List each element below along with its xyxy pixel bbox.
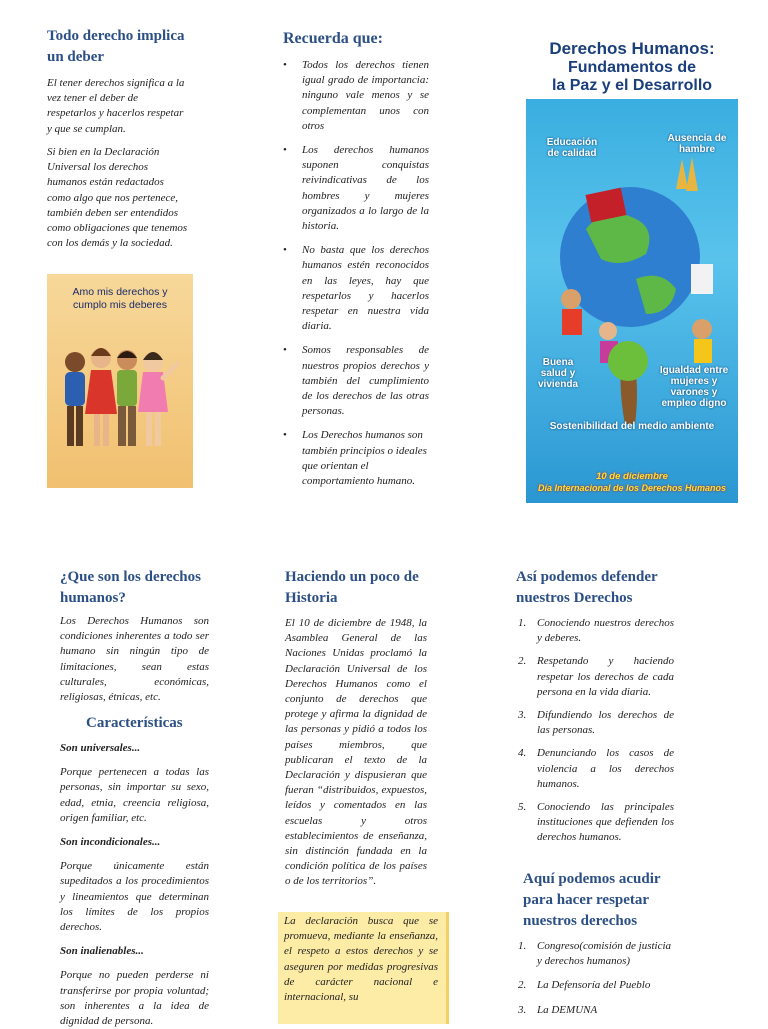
item-text: Conociendo nuestros derechos y deberes.	[537, 617, 674, 645]
illustration-caption: Amo mis derechos y cumplo mis deberes	[72, 286, 168, 311]
item-text: La Defensoría del Pueblo	[537, 979, 651, 992]
caracteristica-text: Porque no pueden perderse ni transferirse por propia voluntad; son inherentes a la idea de dignidad de persona.	[60, 969, 209, 1028]
item-number: 1.	[518, 940, 527, 952]
recuerda-item: • Los Derechos humanos son también principios o ideales que orientan el comportamiento humano.	[282, 428, 429, 489]
item-text: Denunciando los casos de violencia a los derechos humanos.	[537, 747, 674, 790]
defender-item	[518, 800, 674, 846]
item-number: 2.	[518, 655, 527, 668]
item-number: 3.	[518, 709, 527, 722]
item-number: 5.	[518, 801, 527, 814]
acudir-item	[518, 939, 674, 969]
section-title-defender: Así podemos defender nuestros Derechos	[516, 569, 658, 606]
defender-list	[518, 616, 674, 854]
poster-footer-date: 10 de diciembre	[596, 471, 668, 482]
caracteristica-text: Porque pertenecen a todas las personas, sin importar su sexo, edad, etnia, creencia religiosa, origen familiar, etc.	[60, 766, 209, 824]
poster-label-ambiente: Sostenibilidad del medio ambiente	[549, 421, 715, 432]
poster-label-educacion: Educación de calidad	[546, 137, 598, 159]
item-text: Difundiendo los derechos de las personas.	[537, 709, 674, 737]
section-title-recuerda: Recuerda que:	[283, 30, 383, 47]
recuerda-item: • Somos responsables de nuestros propios derechos y también del cumplimiento de los derechos de las otras personas.	[282, 343, 429, 419]
defender-item	[518, 654, 674, 700]
poster-title-line-2: Fundamentos de	[567, 59, 696, 76]
item-number: 1.	[518, 617, 527, 629]
defender-item	[518, 616, 674, 646]
recuerda-item: • No basta que los derechos humanos estén reconocidos en las leyes, hay que respetarlos y hacerlos respetar en nuestra vida diaria.	[282, 243, 429, 334]
item-text: La DEMUNA	[537, 1003, 598, 1016]
children-illustration	[47, 274, 193, 488]
que-son-intro: Los Derechos Humanos son condiciones inherentes a todo ser humano sin ningún tipo de limitaciones, sean estas culturales, económicas, religiosas, étnicas, etc.	[60, 615, 209, 704]
item-number: 2.	[518, 979, 527, 992]
poster-title-line-3: la Paz y el Desarrollo	[551, 77, 713, 94]
item-text: Conociendo las principales instituciones que defienden los derechos humanos.	[537, 801, 674, 844]
historia-paragraph: El 10 de diciembre de 1948, la Asamblea General de las Naciones Unidas proclamó la Declaración Universal de los Derechos Humanos como el conjunto de derechos que protege y afirma la dignidad de las personas y pidió a todos los países miembros, que publicaran el texto de la Declaración y dispusieran que fueran “distribuidos, expuestos, leídos y comentados en las escuelas y otros establecimientos de enseñanza, sin distinción fundada en la condición política de los países o de los territorios”.	[285, 617, 427, 888]
caracteristicas-title: Características	[86, 715, 183, 731]
caracteristica-label: Son inalienables...	[60, 945, 144, 958]
poster-title-line-1: Derechos Humanos:	[549, 39, 715, 58]
poster-label-igualdad: Igualdad entre mujeres y varones y empleo digno	[659, 365, 729, 409]
item-text: Congreso(comisión de justicia y derechos humanos)	[537, 940, 672, 968]
declaracion-note	[278, 912, 449, 1024]
item-number: 4.	[518, 747, 527, 760]
defender-item	[518, 746, 674, 792]
caracteristica-label: Son universales...	[60, 742, 141, 754]
deber-paragraph-1: El tener derechos significa a la vez tener el deber de respetarlos y hacerlos respetar y que se cumplan.	[47, 77, 185, 135]
deber-paragraph-2: Si bien en la Declaración Universal los derechos humanos están redactados como algo que nos pertenece, también deben ser entendidos como obligaciones que tenemos con los demás y la sociedad.	[47, 146, 188, 250]
acudir-list	[518, 939, 674, 1026]
children-figures	[47, 274, 193, 488]
globe-figures	[526, 99, 738, 503]
item-number: 3.	[518, 1003, 527, 1016]
poster-label-hambre: Ausencia de hambre	[667, 133, 727, 155]
section-title-que-son: ¿Que son los derechos humanos?	[60, 569, 201, 606]
recuerda-item: • Los derechos humanos suponen conquistas reivindicativas de los hombres y mujeres organizados a lo largo de la historia.	[282, 143, 429, 234]
declaracion-note-text: La declaración busca que se promueva, mediante la enseñanza, el respeto a estos derechos y se aseguren por medidas progresivas de carácter nacional e internacional, su	[284, 915, 438, 1004]
item-text: Respetando y haciendo respetar los derechos de cada persona en la vida diaria.	[537, 655, 674, 698]
recuerda-item: • Todos los derechos tienen igual grado de importancia: ninguno vale menos y se complementan unos con otros	[282, 58, 429, 134]
section-title-acudir: Aquí podemos acudir para hacer respetar nuestros derechos	[523, 871, 661, 929]
caracteristica-text: Porque únicamente están supeditados a los procedimientos y lineamientos que determinan los límites de los propios derechos.	[60, 860, 209, 934]
human-rights-poster	[526, 37, 738, 503]
defender-item	[518, 708, 674, 738]
acudir-item	[518, 978, 674, 993]
section-title-historia: Haciendo un poco de Historia	[285, 569, 419, 606]
acudir-item	[518, 1003, 674, 1018]
caracteristicas-list	[60, 741, 209, 1029]
poster-label-salud: Buena salud y vivienda	[537, 357, 579, 390]
poster-illustration	[526, 99, 738, 503]
section-title-deber: Todo derecho implica un deber	[47, 28, 185, 65]
caracteristica-label: Son incondicionales...	[60, 836, 161, 849]
poster-footer-day: Día Internacional de los Derechos Humanos	[537, 483, 727, 493]
recuerda-list	[282, 58, 429, 498]
